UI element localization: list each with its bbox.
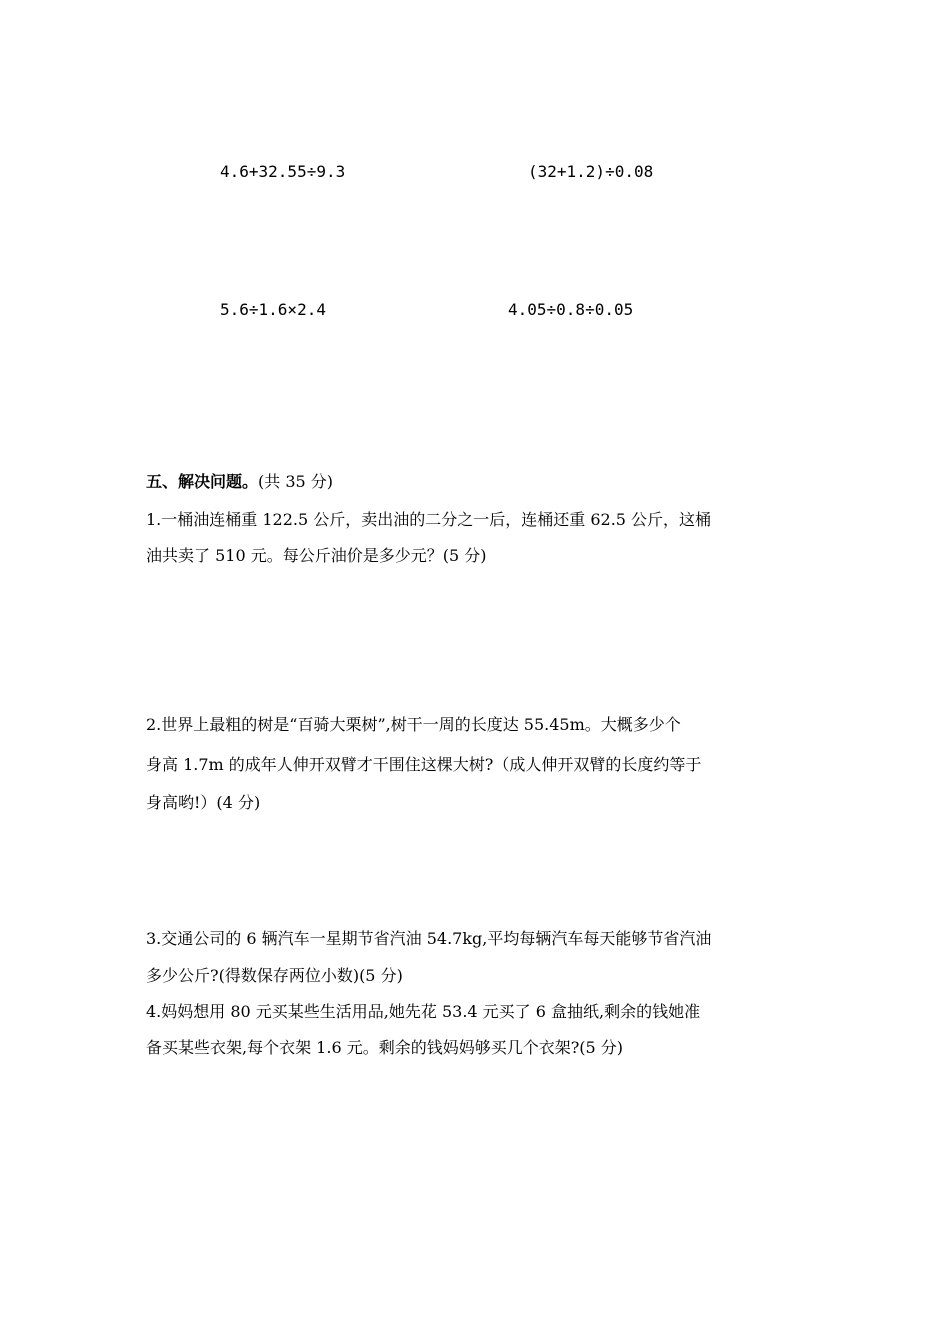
problem-1-line-1: 1.一桶油连桶重 122.5 公斤，卖出油的二分之一后，连桶还重 62.5 公斤，这桶	[146, 510, 712, 529]
section-title: 五、解决问题。	[146, 472, 259, 491]
section-score: (共 35 分)	[258, 472, 334, 491]
problem-2-line-2: 身高 1.7m 的成年人伸开双臂才干围住这棵大树?（成人伸开双臂的长度约等于	[146, 755, 702, 774]
problem-3-line-2: 多少公斤?(得数保存两位小数)(5 分)	[146, 966, 403, 985]
calc-expression-4: 4.05÷0.8÷0.05	[508, 300, 634, 319]
problem-4-line-1: 4.妈妈想用 80 元买某些生活用品,她先花 53.4 元买了 6 盒抽纸,剩余的钱她准	[146, 1002, 701, 1021]
problem-2-line-3: 身高哟!）(4 分)	[146, 793, 261, 812]
problem-4-line-2: 备买某些衣架,每个衣架 1.6 元。剩余的钱妈妈够买几个衣架?(5 分)	[146, 1038, 624, 1057]
calc-expression-1: 4.6+32.55÷9.3	[220, 162, 346, 181]
problem-3-line-1: 3.交通公司的 6 辆汽车一星期节省汽油 54.7kg,平均每辆汽车每天能够节省汽油	[146, 929, 712, 948]
problem-2-line-1: 2.世界上最粗的树是“百骑大栗树”,树干一周的长度达 55.45m。大概多少个	[146, 715, 681, 734]
problem-1-line-2: 油共卖了 510 元。每公斤油价是多少元？(5 分)	[146, 546, 487, 565]
calc-expression-3: 5.6÷1.6×2.4	[220, 300, 326, 319]
calc-expression-2: (32+1.2)÷0.08	[528, 162, 654, 181]
section-heading	[146, 469, 333, 492]
